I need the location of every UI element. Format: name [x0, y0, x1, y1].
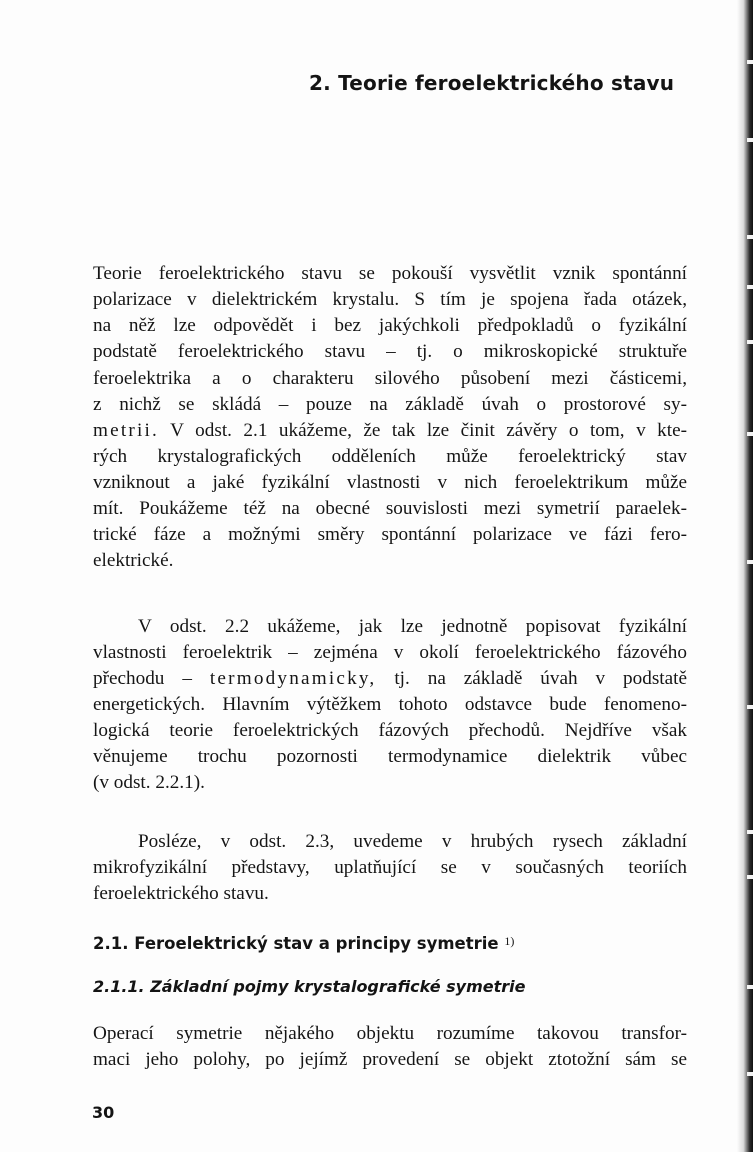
text-line: podstatě feroelektrického stavu – tj. o mikroskopické struktuře: [93, 341, 687, 362]
text-line: vzniknout a jaké fyzikální vlastnosti v nich feroelektrikum může: [93, 472, 687, 493]
text-line: přechodu – termodynamicky, tj. na základě úvah v podstatě: [93, 668, 687, 689]
text-line: Posléze, v odst. 2.3, uvedeme v hrubých rysech základní: [138, 831, 687, 852]
text-line: z nichž se skládá – pouze na základě úvah o prostorové sy-: [93, 394, 687, 415]
page-binding-edge: [737, 0, 753, 1152]
text-line: metrii. V odst. 2.1 ukážeme, že tak lze činit závěry o tom, v kte-: [93, 420, 687, 441]
text-line: na něž lze odpovědět i bez jakýchkoli předpokladů o fyzikální: [93, 315, 687, 336]
emphasized-word: metrii.: [93, 420, 160, 441]
text-line: polarizace v dielektrickém krystalu. S tím je spojena řada otázek,: [93, 289, 687, 310]
text-line: feroelektrického stavu.: [93, 883, 269, 904]
text-line: logická teorie feroelektrických fázových přechodů. Nejdříve však: [93, 720, 687, 741]
text-line: V odst. 2.2 ukážeme, jak lze jednotně popisovat fyzikální: [138, 616, 687, 637]
text-line: věnujeme trochu pozornosti termodynamice dielektrik vůbec: [93, 746, 687, 767]
subsection-heading: 2.1.1. Základní pojmy krystalografické symetrie: [93, 977, 526, 996]
emphasized-word: termodynamicky,: [209, 668, 377, 689]
text-line: (v odst. 2.2.1).: [93, 772, 205, 793]
text-line: vlastnosti feroelektrik – zejména v okolí feroelektrického fázového: [93, 642, 687, 663]
text-line: rých krystalografických odděleních může feroelektrický stav: [93, 446, 687, 467]
text-line: Teorie feroelektrického stavu se pokouší vysvětlit vznik spontánní: [93, 263, 687, 284]
page-number: 30: [92, 1103, 115, 1122]
text-line: maci jeho polohy, po jejímž provedení se objekt ztotožní sám se: [93, 1049, 687, 1070]
text-line: elektrické.: [93, 550, 174, 571]
section-heading-text: 2.1. Feroelektrický stav a principy symetrie: [93, 934, 499, 953]
text-line: energetických. Hlavním výtěžkem tohoto odstavce bude fenomeno-: [93, 694, 687, 715]
text-line: mikrofyzikální představy, uplatňující se v současných teoriích: [93, 857, 687, 878]
text-line: feroelektrika a o charakteru silového působení mezi částicemi,: [93, 368, 687, 389]
chapter-title: 2. Teorie feroelektrického stavu: [309, 71, 675, 95]
text-line: Operací symetrie nějakého objektu rozumíme takovou transfor-: [93, 1023, 687, 1044]
text-line: trické fáze a možnými směry spontánní polarizace ve fázi fero-: [93, 524, 687, 545]
section-heading: [93, 934, 514, 953]
footnote-marker: 1): [504, 934, 515, 948]
text-line: mít. Poukážeme též na obecné souvislosti mezi symetrií paraelek-: [93, 498, 687, 519]
